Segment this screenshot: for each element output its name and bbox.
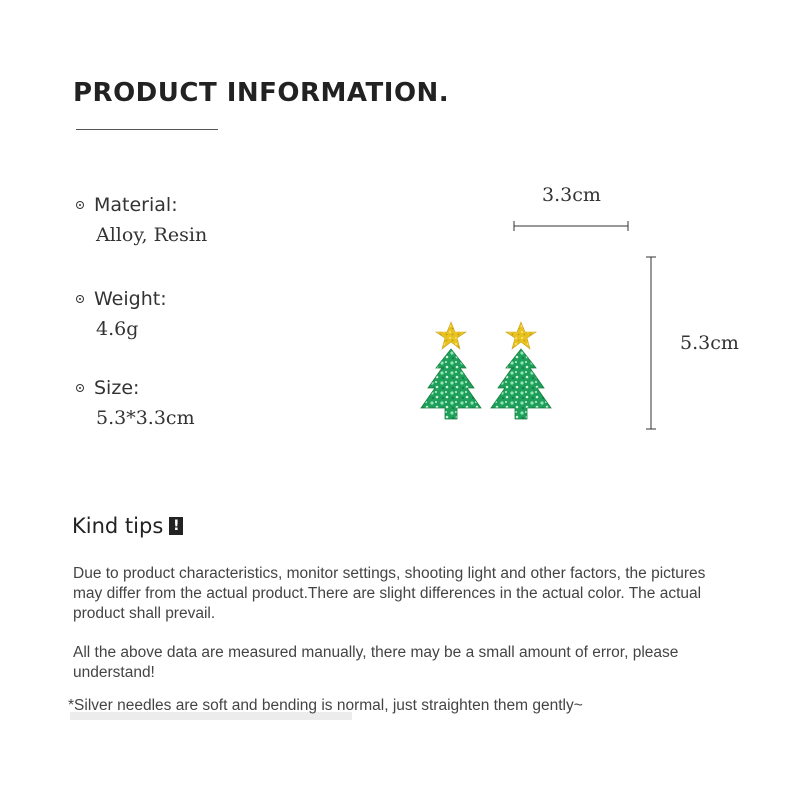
spec-label: Size: <box>94 377 140 399</box>
exclamation-icon: ! <box>169 517 183 535</box>
bullet-icon <box>76 295 84 303</box>
left-earring <box>421 322 481 419</box>
spec-value: Alloy, Resin <box>96 224 208 246</box>
tree-shape <box>491 349 551 419</box>
spec-size <box>76 377 195 429</box>
bullet-icon <box>76 384 84 392</box>
tree-shape <box>421 349 481 419</box>
page-title: PRODUCT INFORMATION. <box>73 78 450 108</box>
product-illustration <box>400 210 680 440</box>
measurement-paragraph: All the above data are measured manually, there may be a small amount of error, please understand! <box>73 644 679 681</box>
title-divider <box>76 129 218 130</box>
spec-value: 4.6g <box>96 318 139 340</box>
spec-value: 5.3*3.3cm <box>96 407 195 429</box>
silver-needle-note: *Silver needles are soft and bending is normal, just straighten them gently~ <box>68 697 583 714</box>
spec-material <box>76 194 207 246</box>
width-dimension-label: 3.3cm <box>542 184 601 206</box>
star-shape <box>506 322 536 349</box>
spec-weight <box>76 288 167 340</box>
kind-tips-heading <box>72 514 183 538</box>
spec-label: Material: <box>94 194 178 216</box>
spec-label: Weight: <box>94 288 167 310</box>
star-shape <box>436 322 466 349</box>
bullet-icon <box>76 201 84 209</box>
kind-tips-title: Kind tips <box>72 514 164 538</box>
right-earring <box>491 322 551 419</box>
disclaimer-paragraph: Due to product characteristics, monitor settings, shooting light and other factors, the pictures may differ from the actual product.There are slight differences in the actual color. The actual product shall prevail. <box>73 565 706 622</box>
height-dimension-label: 5.3cm <box>680 332 739 354</box>
